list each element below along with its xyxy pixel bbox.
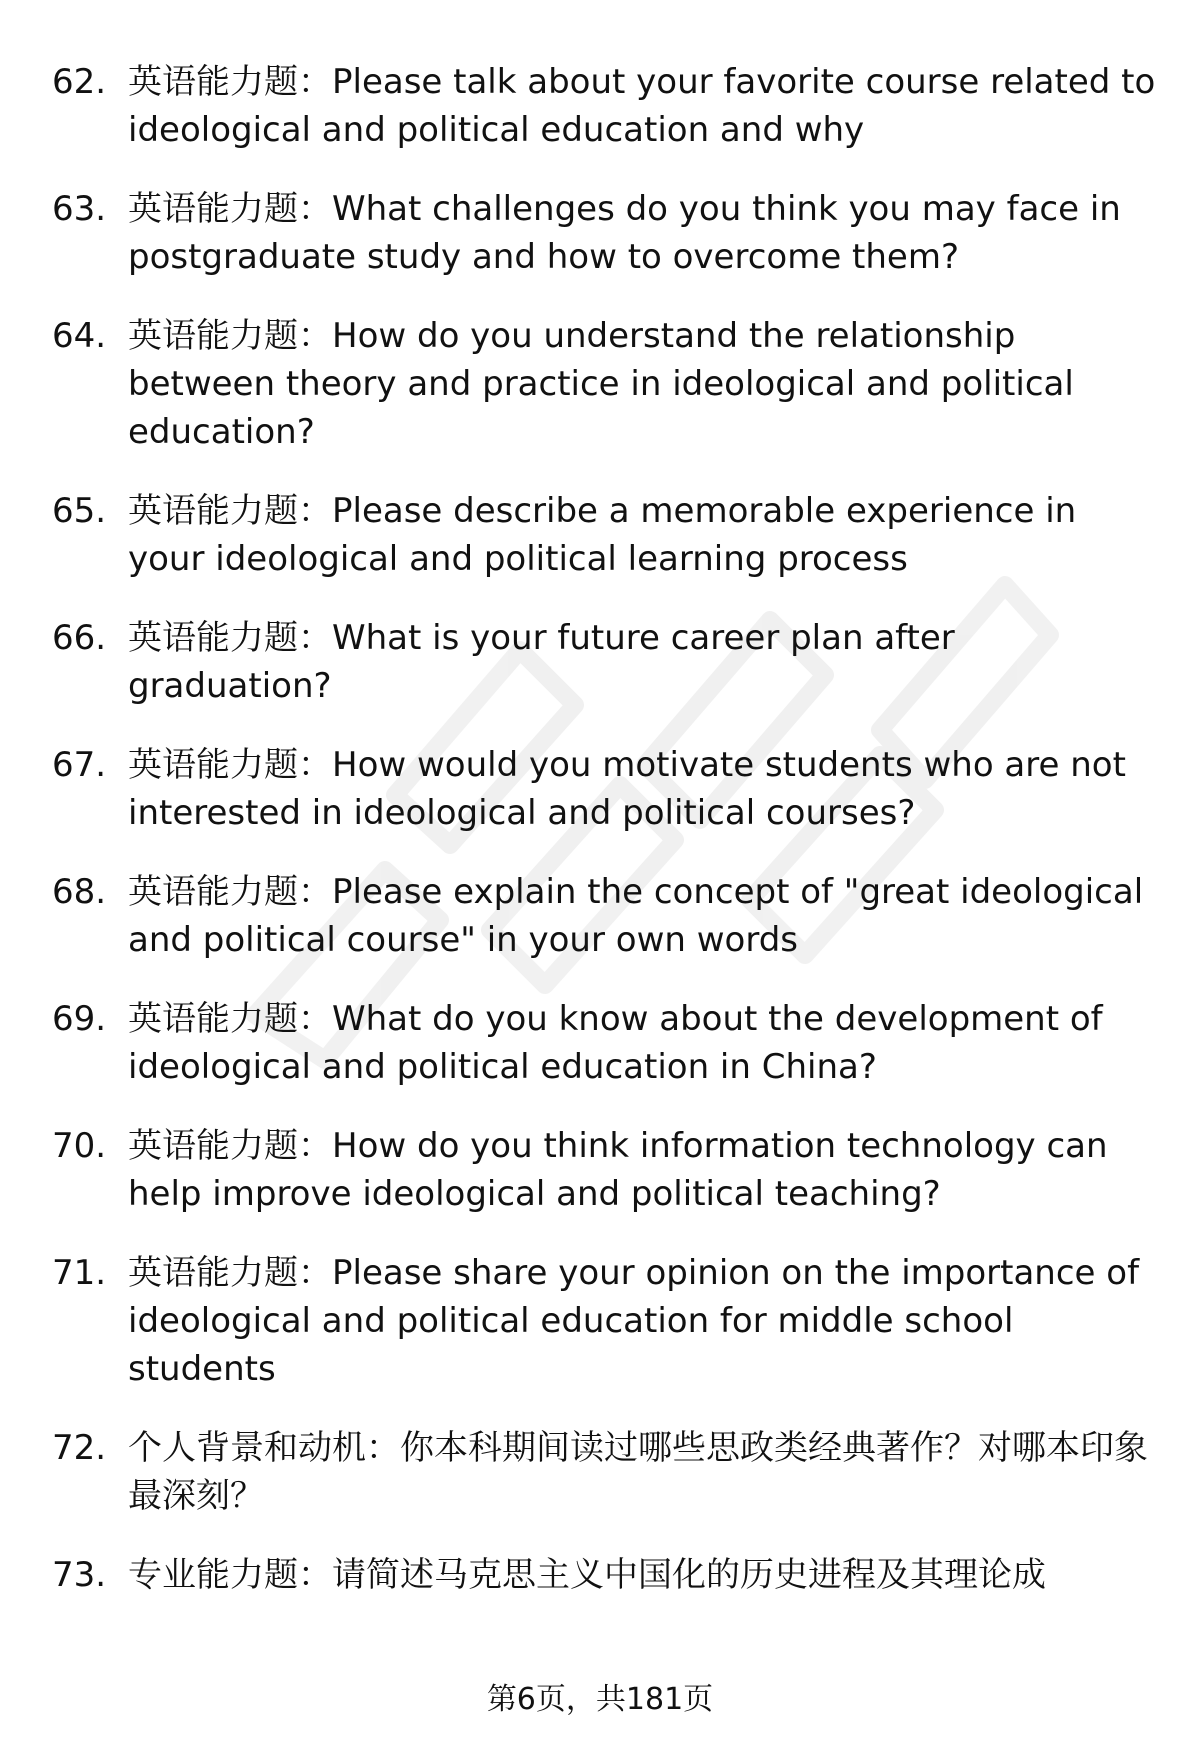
- question-item: [0, 312, 1200, 456]
- question-number: 67.: [52, 745, 107, 785]
- question-text: 英语能力题：What is your future career plan after graduation?: [128, 618, 955, 706]
- question-text: 专业能力题：请简述马克思主义中国化的历史进程及其理论成: [128, 1555, 1046, 1595]
- question-text: 英语能力题：How do you understand the relationship between theory and practice in ideological and political education?: [128, 316, 1074, 452]
- question-text: 英语能力题：What do you know about the development of ideological and political education in China?: [128, 999, 1103, 1087]
- question-text: 英语能力题：How would you motivate students who are not interested in ideological and political courses?: [128, 745, 1126, 833]
- question-number: 68.: [52, 872, 107, 912]
- question-number: 73.: [52, 1555, 107, 1595]
- question-text: 英语能力题：How do you think information technology can help improve ideological and political teaching?: [128, 1126, 1108, 1214]
- question-number: 69.: [52, 999, 107, 1039]
- question-item: [0, 614, 1200, 710]
- question-item: [0, 185, 1200, 281]
- question-text: 个人背景和动机：你本科期间读过哪些思政类经典著作？对哪本印象最深刻？: [128, 1428, 1148, 1516]
- question-item: [0, 1249, 1200, 1393]
- question-item: [0, 1122, 1200, 1218]
- question-item: [0, 741, 1200, 837]
- question-number: 70.: [52, 1126, 107, 1166]
- question-item: [0, 868, 1200, 964]
- question-text: 英语能力题：Please explain the concept of "great ideological and political course" in your own words: [128, 872, 1144, 960]
- question-item: [0, 58, 1200, 154]
- question-number: 71.: [52, 1253, 107, 1293]
- question-text: 英语能力题：Please share your opinion on the importance of ideological and political education for middle school students: [128, 1253, 1140, 1389]
- question-text: 英语能力题：Please talk about your favorite course related to ideological and political education and why: [128, 62, 1156, 150]
- question-number: 72.: [52, 1428, 107, 1468]
- question-number: 62.: [52, 62, 107, 102]
- question-text: 英语能力题：What challenges do you think you may face in postgraduate study and how to overcome them?: [128, 189, 1121, 277]
- question-item: [0, 995, 1200, 1091]
- question-list: [0, 58, 1200, 1630]
- question-number: 64.: [52, 316, 107, 356]
- question-number: 65.: [52, 491, 107, 531]
- page-footer: 第6页，共181页: [486, 1682, 714, 1717]
- question-item: [0, 1551, 1200, 1599]
- question-number: 63.: [52, 189, 107, 229]
- question-item: [0, 487, 1200, 583]
- question-item: [0, 1424, 1200, 1520]
- question-text: 英语能力题：Please describe a memorable experience in your ideological and political learning process: [128, 491, 1077, 579]
- question-number: 66.: [52, 618, 107, 658]
